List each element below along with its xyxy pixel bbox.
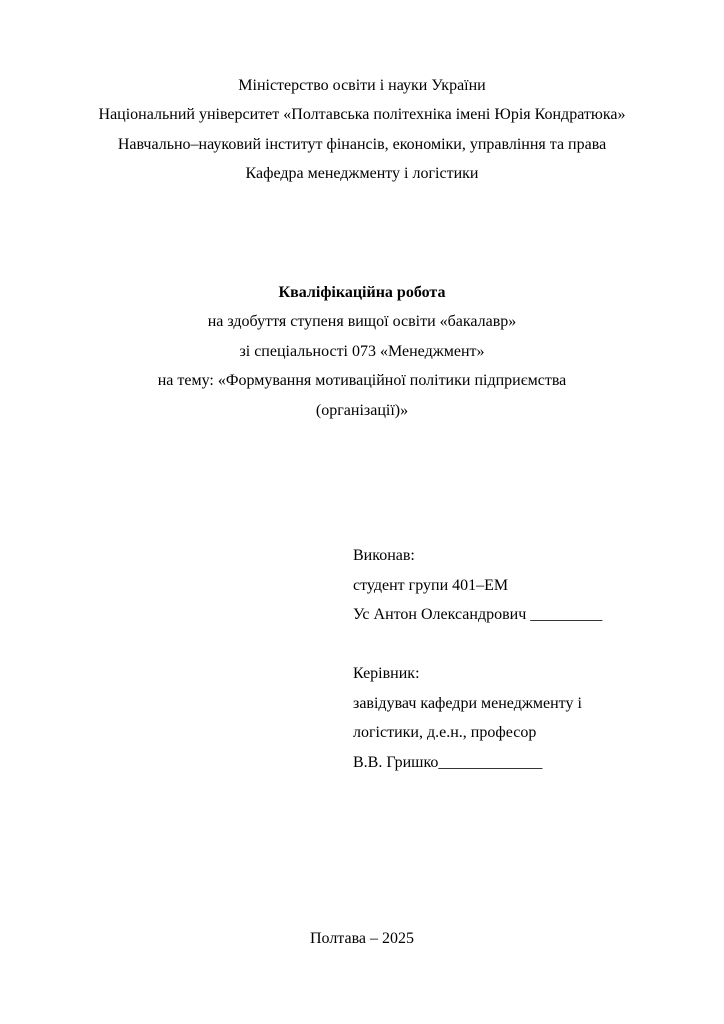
university-name: Національний університет «Полтавська політехніка імені Юрія Кондратюка» — [98, 106, 626, 123]
degree-line: на здобуття ступеня вищої освіти «бакалавр» — [207, 313, 517, 330]
specialty-line: зі спеціальності 073 «Менеджмент» — [239, 343, 485, 360]
department-name: Кафедра менеджменту і логістики — [245, 165, 479, 182]
topic-line-1: на тему: «Формування мотиваційної політики підприємства — [157, 372, 567, 389]
supervisor-label: Керівник: — [353, 665, 420, 682]
supervisor-position-1: завідувач кафедри менеджменту і — [353, 695, 582, 712]
topic-line-2: (організації)» — [315, 402, 409, 419]
supervisor-position-2: логістики, д.е.н., професор — [353, 724, 537, 741]
author-group: студент групи 401–ЕМ — [353, 577, 509, 594]
supervisor-name-signature: В.В. Гришко_____________ — [353, 754, 543, 771]
work-title: Кваліфікаційна робота — [278, 284, 446, 301]
author-label: Виконав: — [353, 547, 415, 564]
city-year: Полтава – 2025 — [309, 930, 415, 947]
author-name-signature: Ус Антон Олександрович _________ — [353, 606, 603, 623]
institute-name: Навчально–науковий інститут фінансів, економіки, управління та права — [117, 136, 607, 153]
ministry-name: Міністерство освіти і науки України — [238, 77, 486, 94]
